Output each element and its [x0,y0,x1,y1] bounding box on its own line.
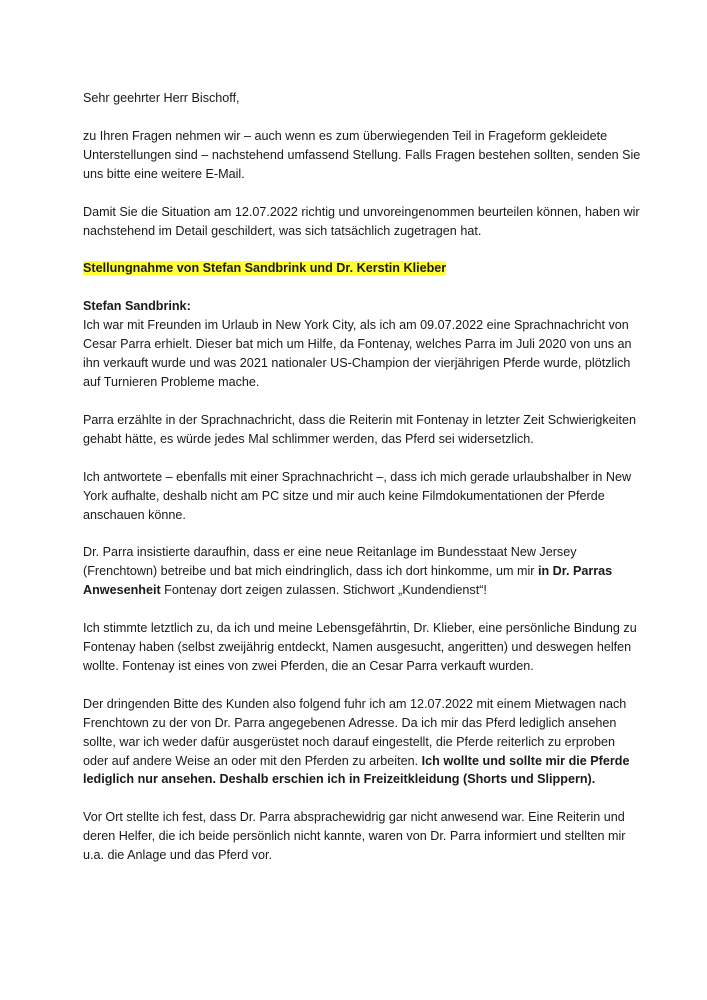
p6-bold-text: Ich wollte und sollte mir die Pferde lediglich nur ansehen. Deshalb erschien ich in Freizeitkleidung (Shorts und Slippern). [83,753,630,787]
p4-text-b: Fontenay dort zeigen zulassen. Stichwort „Kundendienst“! [160,583,487,598]
statement-paragraph-5: Ich stimmte letztlich zu, da ich und meine Lebensgefährtin, Dr. Klieber, eine persönliche Bindung zu Fontenay haben (selbst zweijährig entdeckt, Namen ausgesucht, angeritten) und deswegen helfen wollte. Fontenay ist eines von zwei Pferden, die an Cesar Parra verkauft wurden. [83,621,637,673]
p4-text-a: Dr. Parra insistierte daraufhin, dass er eine neue Reitanlage im Bundesstaat New Jersey (Frenchtown) betreibe und bat mich eindringlich, dass ich dort hinkomme, um mir [83,545,577,579]
salutation: Sehr geehrter Herr Bischoff, [83,91,240,105]
intro-paragraph: zu Ihren Fragen nehmen wir – auch wenn es zum überwiegenden Teil in Frageform gekleidete Unterstellungen sind – nachstehend umfassend Stellung. Falls Fragen bestehen sollten, senden Sie uns bitte eine weitere E-Mail. [83,128,641,181]
p4-bold-text: in Dr. Parras Anwesenheit [83,564,613,598]
statement-text-1: Ich war mit Freunden im Urlaub in New York City, als ich am 09.07.2022 eine Sprachnachricht von Cesar Parra erhielt. Dieser bat mich um Hilfe, da Fontenay, welches Parra im Juli 2020 von uns an ihn verkauft wurde und was 2021 nationaler US-Champion der vierjährigen Pferde wurde, plötzlich auf Turnieren Probleme mache. [83,318,632,389]
statement-paragraph-1 [83,297,643,392]
statement-paragraph-7: Vor Ort stellte ich fest, dass Dr. Parra absprachewidrig gar nicht anwesend war. Eine Reiterin und deren Helfer, die ich beide persönlich nicht kannte, waren von Dr. Parra informiert und stellten mir u.a. die Anlage und das Pferd vor. [83,810,626,863]
statement-paragraph-2: Parra erzählte in der Sprachnachricht, dass die Reiterin mit Fontenay in letzter Zeit Schwierigkeiten gehabt hätte, es würde jedes Mal schlimmer werden, das Pferd sei widersetzlich. [83,412,636,446]
statement-paragraph-4 [83,543,643,600]
situation-paragraph: Damit Sie die Situation am 12.07.2022 richtig und unvoreingenommen beurteilen können, haben wir nachstehend im Detail geschildert, was sich tatsächlich zugetragen hat. [83,204,640,238]
speaker-heading: Stefan Sandbrink: [83,299,191,314]
statement-paragraph-3: Ich antwortete – ebenfalls mit einer Sprachnachricht –, dass ich mich gerade urlaubshalber in New York aufhalte, deshalb nicht am PC sitze und mir auch keine Filmdokumentationen der Pferde anschauen könne. [83,469,632,522]
section-heading: Stellungnahme von Stefan Sandbrink und Dr. Kerstin Klieber [83,261,447,276]
statement-paragraph-6 [83,695,643,790]
p6-text-a: Der dringenden Bitte des Kunden also folgend fuhr ich am 12.07.2022 mit einem Mietwagen nach Frenchtown zu der von Dr. Parra angegebenen Adresse. Da ich mir das Pferd lediglich ansehen sollte, war ich weder dafür ausgerüstet noch darauf eingestellt, die Pferde reiterlich zu erproben oder auf andere Weise an oder mit den Pferden zu arbeiten. [83,696,627,768]
section-heading-wrapper [83,259,643,278]
letter-body [83,89,643,884]
